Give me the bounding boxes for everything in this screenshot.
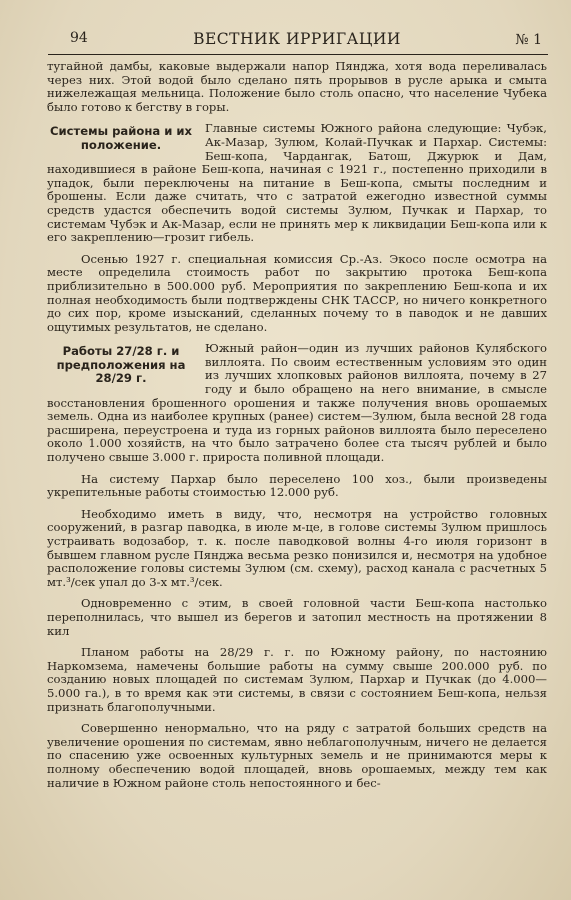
section-heading: Работы 27/28 г. и предположения на 28/29 г. [56, 344, 186, 386]
paragraph: На систему Пархар было переселено 100 хоз., были произведены укрепительные работы стоимостью 12.000 руб. [47, 471, 547, 500]
page-number: 94 [70, 30, 88, 46]
header-rule [48, 54, 548, 55]
paragraph: тугайной дамбы, каковые выдержали напор Пянджа, хотя вода переливалась через них. Этой водой было сделано пять прорывов в русле арыка и смыта нижележащая мельница. Положение было столь опасно, что население Чубека было готово к бегству в горы. [47, 59, 547, 114]
section-systems [47, 122, 547, 244]
paragraph: Одновременно с этим, в своей головной части Беш-копа настолько переполнилась, что вышел из берегов и затопил местность на протяжении 8 кил [47, 596, 547, 638]
journal-title: ВЕСТНИК ИРРИГАЦИИ [193, 30, 401, 48]
section-works [47, 342, 547, 464]
paragraph: Необходимо иметь в виду, что, несмотря на устройство головных сооружений, в разгар паводка, в июле м-це, в голове системы Зулюм пришлось устраивать водозабор, т. к. после паводковой волны 4-го июля горизонт в бывшем главном русле Пянджа весьма резко понизился и, несмотря на удобное расположение головы системы Зулюм (см. схему), расход канала с расчетных 5 мт.³/сек упал до 3-х мт.³/сек. [47, 506, 547, 589]
section-heading: Системы района и их положение. [50, 124, 192, 152]
paragraph: Планом работы на 28/29 г. г. по Южному району, по настоянию Наркомзема, намечены большие работы на сумму свыше 200.000 руб. по созданию новых площадей по системам Зулюм, Пархар и Пучкак (до 4.000—5.000 га.), в то время как эти системы, в связи с состоянием Беш-копа, нельзя признать благополучными. [47, 645, 547, 714]
paragraph: Совершенно ненормально, что на ряду с затратой больших средств на увеличение орошения по системам, явно неблагополучным, ничего не делается по спасению уже освоенных культурных земель и не принимаются меры к полному обеспечению водой площадей, вновь орошаемых, между тем как наличие в Южном районе столь непостоянного и бес- [47, 721, 547, 790]
page-header [48, 30, 546, 54]
section-text: Главные системы Южного района следующие: Чубэк, Ак-Мазар, Зулюм, Колай-Пучкак и Пархар. Системы: Беш-копа, Чардангак, Батош, Джурюк и Дам, находившиеся в районе Беш-копа, начиная с 1921 г., постепенно приходили в упадок, были переключены на питание в Беш-копа, смыты последним и брошены. Если даже считать, что с затратой ежегодно известной суммы средств удастся обеспечить водой системы Зулюм, Пучкак и Пархар, то системам Чубэк и Ак-Мазар, если не принять мер к ликвидации Беш-копа или к его закреплению—грозит гибель. [47, 121, 547, 245]
section-text: Южный район—один из лучших районов Кулябского виллоята. По своим естественным условиям это один из лучших хлопковых районов виллоята, почему в 27 году и было обращено на него внимание, в смысле восстановления брошенного орошения и также получения вновь орошаемых земель. Одна из наиболее крупных (ранее) систем—Зулюм, была весной 28 года расширена, переустроена и туда из горных районов виллоята было переселено около 1.000 хозяйств, на что было затрачено более ста тысяч рублей и было получено свыше 3.000 г. прироста поливной площади. [47, 341, 547, 465]
issue-number: № 1 [515, 32, 542, 48]
article-body [47, 60, 547, 798]
paragraph: Осенью 1927 г. специальная комиссия Ср.-Аз. Экосо после осмотра на месте определила стоимость работ по закрытию протока Беш-копа приблизительно в 500.000 руб. Мероприятия по закреплению Беш-копа и их полная необходимость были подтверждены СНК ТАССР, но ничего конкретного до сих пор, кроме изысканий, сделанных почему то в паводок и не давших ощутимых результатов, не сделано. [47, 251, 547, 334]
